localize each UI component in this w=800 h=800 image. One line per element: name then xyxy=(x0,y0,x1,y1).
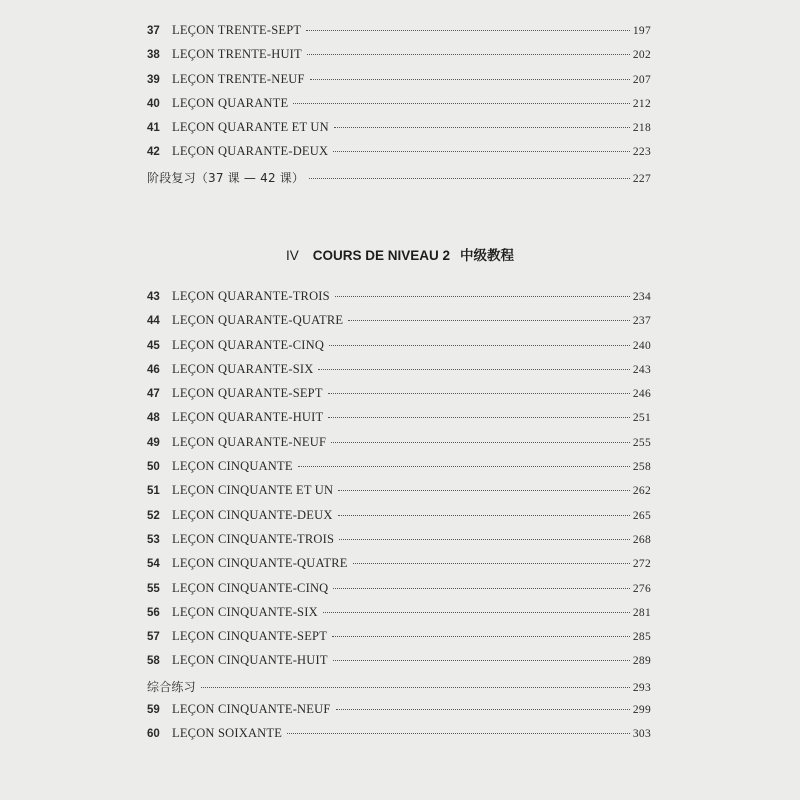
entry-title: LEÇON CINQUANTE ET UN xyxy=(172,483,334,498)
entry-title: LEÇON CINQUANTE-DEUX xyxy=(172,507,333,522)
dot-leader xyxy=(323,612,630,613)
dot-leader xyxy=(307,54,630,55)
dot-leader xyxy=(334,127,630,128)
entry-title: LEÇON CINQUANTE-SIX xyxy=(172,604,318,619)
entry-title: LEÇON CINQUANTE-CINQ xyxy=(172,580,329,595)
page-number: 218 xyxy=(632,122,651,135)
page-number: 258 xyxy=(632,461,651,474)
toc-entry xyxy=(147,435,651,459)
dot-leader xyxy=(333,588,629,589)
entry-title: LEÇON QUARANTE-DEUX xyxy=(172,144,329,159)
toc-entry xyxy=(147,72,651,96)
lesson-number: 53 xyxy=(147,533,160,546)
toc-entry xyxy=(147,629,651,653)
toc-entry xyxy=(147,459,651,483)
toc-list-top xyxy=(147,23,651,193)
entry-title: LEÇON QUARANTE-SIX xyxy=(172,361,314,376)
entry-title: LEÇON QUARANTE-SEPT xyxy=(172,386,323,401)
toc-entry xyxy=(147,726,651,750)
dot-leader xyxy=(298,466,630,467)
lesson-number: 46 xyxy=(147,363,160,376)
lesson-number: 56 xyxy=(147,606,160,619)
toc-entry xyxy=(147,678,651,702)
entry-title: LEÇON CINQUANTE-TROIS xyxy=(172,531,335,546)
lesson-number: 50 xyxy=(147,461,160,474)
entry-title: LEÇON CINQUANTE-NEUF xyxy=(172,702,331,717)
entry-title: LEÇON CINQUANTE-HUIT xyxy=(172,653,328,668)
toc-entry xyxy=(147,653,651,677)
dot-leader xyxy=(293,103,630,104)
lesson-number: 44 xyxy=(147,315,160,328)
dot-leader xyxy=(339,539,630,540)
section-heading xyxy=(0,244,800,264)
page-number: 289 xyxy=(632,655,651,668)
toc-entry xyxy=(147,556,651,580)
page-number: 299 xyxy=(632,704,651,717)
toc-list-bottom xyxy=(147,289,651,751)
entry-title: LEÇON TRENTE-NEUF xyxy=(172,71,305,86)
toc-entry xyxy=(147,144,651,168)
page-number: 240 xyxy=(632,339,651,352)
page-number: 285 xyxy=(632,631,651,644)
dot-leader xyxy=(353,563,630,564)
dot-leader xyxy=(331,442,630,443)
toc-entry xyxy=(147,338,651,362)
lesson-number: 37 xyxy=(147,25,160,37)
lesson-number: 58 xyxy=(147,655,160,668)
dot-leader xyxy=(328,417,629,418)
dot-leader xyxy=(287,733,630,734)
section-roman-numeral: IV xyxy=(285,248,299,263)
dot-leader xyxy=(328,393,630,394)
lesson-number: 45 xyxy=(147,339,160,352)
page-number: 207 xyxy=(632,73,651,86)
lesson-number: 47 xyxy=(147,388,160,401)
page-number: 303 xyxy=(632,728,651,741)
entry-title: 综合练习 xyxy=(147,679,196,694)
dot-leader xyxy=(333,151,630,152)
lesson-number: 39 xyxy=(147,73,160,86)
entry-title: LEÇON TRENTE-HUIT xyxy=(172,47,302,62)
lesson-number: 49 xyxy=(147,436,160,449)
toc-entry xyxy=(147,120,651,144)
entry-title: LEÇON CINQUANTE-SEPT xyxy=(172,629,328,644)
dot-leader xyxy=(335,296,630,297)
dot-leader xyxy=(310,79,630,80)
dot-leader xyxy=(348,320,630,321)
toc-entry xyxy=(147,23,651,47)
page-number: 237 xyxy=(632,315,651,328)
toc-entry xyxy=(147,289,651,313)
entry-title: LEÇON QUARANTE-CINQ xyxy=(172,337,325,352)
dot-leader xyxy=(318,369,629,370)
page-number: 246 xyxy=(632,388,651,401)
lesson-number: 42 xyxy=(147,146,160,159)
page-number: 212 xyxy=(632,97,651,110)
lesson-number: 51 xyxy=(147,485,160,498)
toc-entry xyxy=(147,532,651,556)
toc-entry xyxy=(147,313,651,337)
lesson-number: 48 xyxy=(147,412,160,425)
section-chinese-title: 中级教程 xyxy=(460,248,515,264)
lesson-number: 38 xyxy=(147,49,160,62)
dot-leader xyxy=(306,30,630,31)
page-number: 262 xyxy=(632,485,651,498)
toc-entry xyxy=(147,96,651,120)
toc-entry xyxy=(147,47,651,71)
entry-title: LEÇON TRENTE-SEPT xyxy=(172,23,302,37)
toc-entry xyxy=(147,386,651,410)
toc-entry xyxy=(147,702,651,726)
page-number: 272 xyxy=(632,558,651,571)
page-number: 276 xyxy=(632,582,651,595)
entry-title: LEÇON QUARANTE-TROIS xyxy=(172,289,330,303)
entry-title: LEÇON QUARANTE ET UN xyxy=(172,120,329,135)
page-number: 265 xyxy=(632,509,651,522)
toc-entry xyxy=(147,169,651,193)
dot-leader xyxy=(329,345,630,346)
lesson-number: 55 xyxy=(147,582,160,595)
dot-leader xyxy=(338,515,630,516)
entry-title: LEÇON SOIXANTE xyxy=(172,726,283,741)
page-number: 251 xyxy=(632,412,651,425)
dot-leader xyxy=(338,490,630,491)
lesson-number: 41 xyxy=(147,122,160,135)
page-number: 227 xyxy=(632,172,651,185)
lesson-number: 40 xyxy=(147,97,160,110)
section-title: COURS DE NIVEAU 2 xyxy=(312,248,451,263)
toc-entry xyxy=(147,508,651,532)
dot-leader xyxy=(201,687,630,688)
dot-leader xyxy=(332,636,630,637)
page-number: 268 xyxy=(632,533,651,546)
entry-title: LEÇON QUARANTE-HUIT xyxy=(172,410,324,425)
page-number: 255 xyxy=(632,436,651,449)
lesson-number: 59 xyxy=(147,704,160,717)
page-number: 281 xyxy=(632,606,651,619)
page-number: 223 xyxy=(632,146,651,159)
dot-leader xyxy=(309,178,630,179)
page-number: 293 xyxy=(632,681,651,694)
lesson-number: 52 xyxy=(147,509,160,522)
lesson-number: 43 xyxy=(147,291,160,303)
toc-entry xyxy=(147,483,651,507)
entry-title: 阶段复习（37 课 — 42 课） xyxy=(147,170,305,185)
toc-entry xyxy=(147,581,651,605)
dot-leader xyxy=(336,709,630,710)
entry-title: LEÇON CINQUANTE xyxy=(172,459,293,474)
lesson-number: 54 xyxy=(147,558,160,571)
entry-title: LEÇON QUARANTE xyxy=(172,95,289,110)
toc-entry xyxy=(147,362,651,386)
toc-entry xyxy=(147,605,651,629)
entry-title: LEÇON CINQUANTE-QUATRE xyxy=(172,556,348,571)
entry-title: LEÇON QUARANTE-NEUF xyxy=(172,434,327,449)
page-number: 202 xyxy=(632,49,651,62)
entry-title: LEÇON QUARANTE-QUATRE xyxy=(172,313,344,328)
dot-leader xyxy=(333,660,630,661)
lesson-number: 60 xyxy=(147,728,160,741)
page-number: 243 xyxy=(632,363,651,376)
toc-entry xyxy=(147,410,651,434)
page-number: 234 xyxy=(632,291,651,303)
page-number: 197 xyxy=(632,25,651,37)
lesson-number: 57 xyxy=(147,631,160,644)
